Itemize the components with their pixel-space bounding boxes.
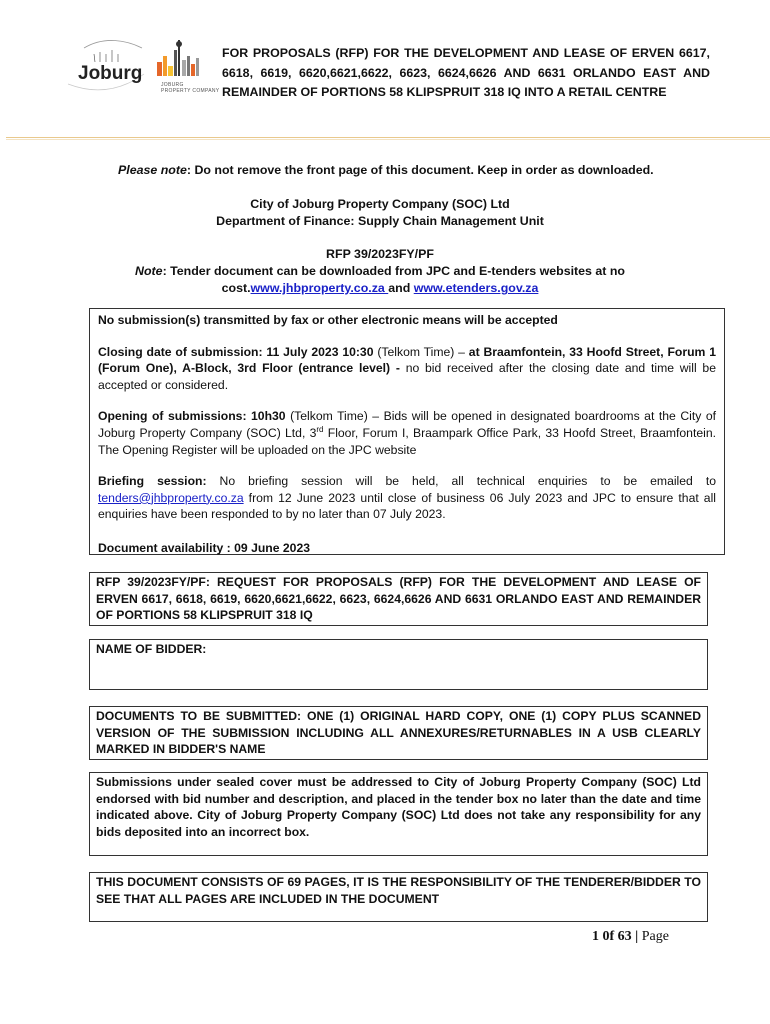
rfp-number: RFP 39/2023FY/PF bbox=[326, 247, 434, 261]
page-label: Page bbox=[641, 929, 669, 944]
bidder-name-box bbox=[89, 639, 708, 690]
jhbproperty-link[interactable]: www.jhbproperty.co.za bbox=[250, 281, 389, 295]
page-title: FOR PROPOSALS (RFP) FOR THE DEVELOPMENT AND LEASE OF ERVEN 6617, 6618, 6619, 6620,6621,6622, 6623, 6624,6626 AND 6631 ORLANDO EAST AND REMAINDER OF PORTIONS 58 KLIPSPRUIT 318 IQ INTO A RETAIL CENTRE bbox=[222, 46, 710, 99]
submission-info-box bbox=[89, 308, 725, 555]
header-divider bbox=[6, 137, 770, 138]
page-count-box: THIS DOCUMENT CONSISTS OF 69 PAGES, IT IS THE RESPONSIBILITY OF THE TENDERER/BIDDER TO SEE THAT ALL PAGES ARE INCLUDED IN THE DOCUMENT bbox=[89, 872, 708, 922]
briefing-info: Briefing session: No briefing session will be held, all technical enquiries to be emailed to tenders@jhbproperty.co.za from 12 June 2023 until close of business 06 July 2023 and JPC to ensure that all enquiries have been responded to by no later than 07 July 2023. bbox=[98, 474, 717, 522]
document-availability: Document availability : 09 June 2023 bbox=[98, 540, 311, 555]
documents-box: DOCUMENTS TO BE SUBMITTED: ONE (1) ORIGINAL HARD COPY, ONE (1) COPY PLUS SCANNED VERSION OF THE SUBMISSION INCLUDING ALL ANNEXURES/RETURNABLES IN A USB CLEARLY MARKED IN BIDDER'S NAME bbox=[89, 706, 708, 760]
bidder-name-label: NAME OF BIDDER: bbox=[96, 642, 207, 656]
etenders-link[interactable]: www.etenders.gov.za bbox=[413, 281, 539, 295]
no-fax-notice: No submission(s) transmitted by fax or other electronic means will be accepted bbox=[98, 313, 558, 327]
sealed-cover-box: Submissions under sealed cover must be addressed to City of Joburg Property Company (SOC) Ltd endorsed with bid number and description, and placed in the tender box no later than the date and time indicated above. City of Joburg Property Company (SOC) Ltd does not take any responsibility for any bids deposited into an incorrect box. bbox=[89, 772, 708, 856]
page-number: 1 0f 63 bbox=[592, 929, 632, 944]
tenders-email-link[interactable]: tenders@jhbproperty.co.za bbox=[98, 490, 244, 505]
rfp-links: cost.www.jhbproperty.co.za and www.etenders.gov.za bbox=[221, 281, 539, 295]
opening-info: Opening of submissions: 10h30 (Telkom Time) – Bids will be opened in designated boardrooms at the City of Joburg Property Company (SOC) Ltd, 3rd Floor, Forum I, Braampark Office Park, 33 Hoofd Street, Braamfontein. The Opening Register will be uploaded on the JPC website bbox=[98, 409, 716, 457]
joburg-logo bbox=[64, 34, 146, 100]
please-note-text: : Do not remove the front page of this document. Keep in order as downloaded. bbox=[186, 163, 654, 177]
please-note bbox=[118, 163, 738, 177]
rfp-note: Note: Tender document can be downloaded from JPC and E-tenders websites at no bbox=[135, 264, 625, 278]
organisation-department: Department of Finance: Supply Chain Management Unit bbox=[216, 214, 544, 228]
header-divider-secondary bbox=[6, 139, 770, 140]
jpc-logo-caption: JOBURG PROPERTY COMPANY bbox=[161, 82, 220, 94]
organisation-block bbox=[100, 196, 660, 230]
rfp-title-box: RFP 39/2023FY/PF: REQUEST FOR PROPOSALS (RFP) FOR THE DEVELOPMENT AND LEASE OF ERVEN 6617, 6618, 6619, 6620,6621,6622, 6623, 6624,6626 AND 6631 ORLANDO EAST AND REMAINDER OF PORTIONS 58 KLIPSPRUIT 318 IQ bbox=[89, 572, 708, 626]
please-note-label: Please note bbox=[118, 163, 187, 177]
joburg-logo-text: Joburg bbox=[78, 63, 143, 84]
rfp-block bbox=[100, 246, 660, 297]
organisation-name: City of Joburg Property Company (SOC) Ltd bbox=[250, 197, 510, 211]
closing-date: Closing date of submission: 11 July 2023 10:30 (Telkom Time) – at Braamfontein, 33 Hoofd Street, Forum 1 (Forum One), A-Block, 3rd Floor (entrance level) - no bid received after the closing date and time will be accepted or considered. bbox=[98, 344, 717, 392]
page-footer: 1 0f 63 | Page bbox=[592, 929, 669, 944]
